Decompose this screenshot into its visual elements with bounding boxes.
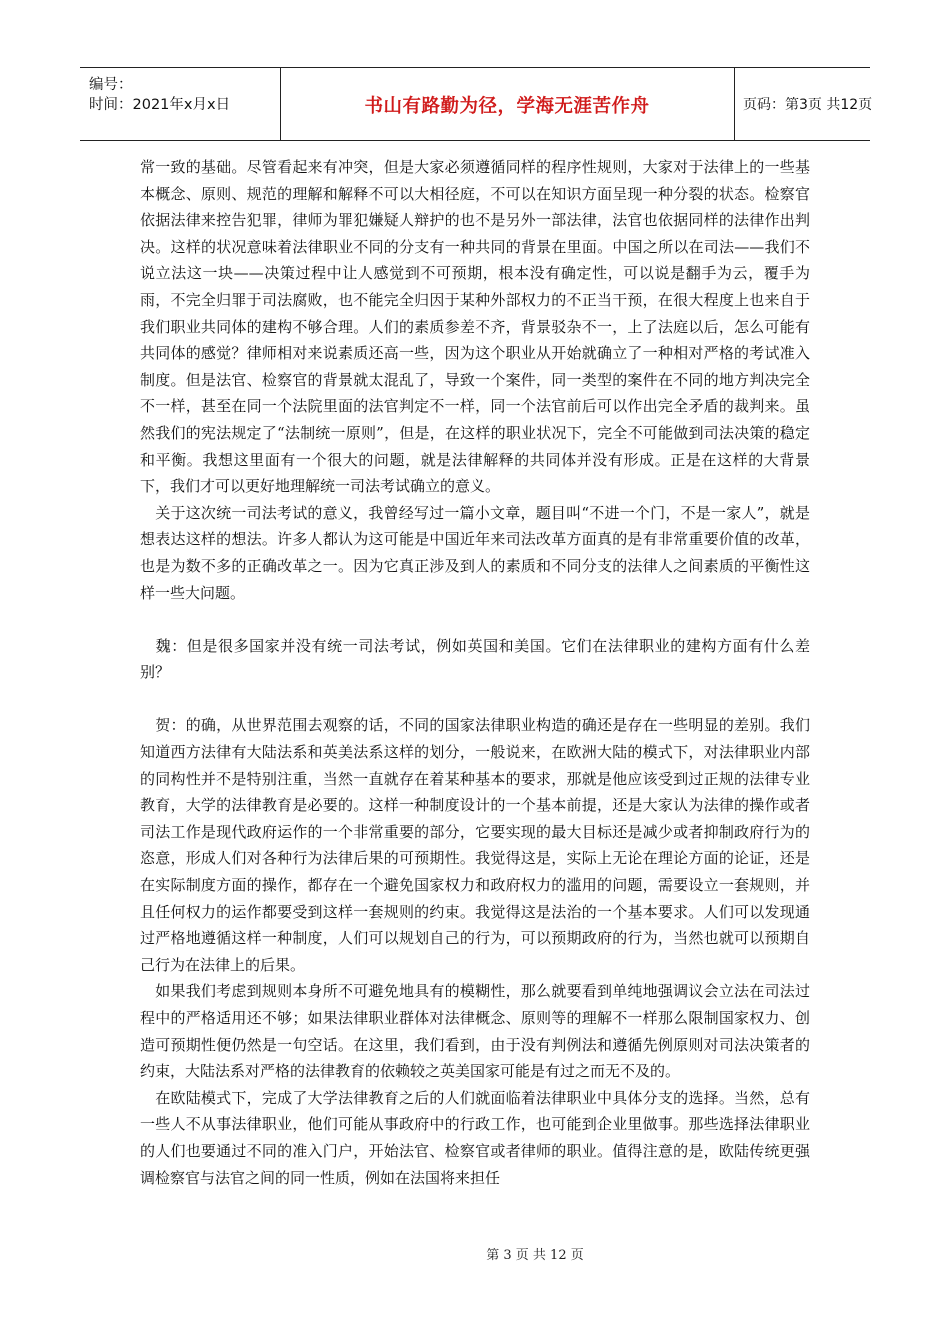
paragraph-4: 如果我们考虑到规则本身所不可避免地具有的模糊性，那么就要看到单纯地强调议会立法在司法过程中的严格适用还不够；如果法律职业群体对法律概念、原则等的理解不一样那么限制国家权力、创造可预期性便仍然是一句空话。在这里，我们看到，由于没有判例法和遵循先例原则对司法决策者的约束，大陆法系对严格的法律教育的依赖较之英美国家可能是有过之而无不及的。	[140, 982, 810, 1081]
header-motto-cell	[280, 68, 735, 140]
header-left-cell	[80, 68, 281, 140]
header-page-info: 页码：第3页 共12页	[743, 97, 873, 113]
document-body	[140, 154, 810, 1191]
footer-page-number: 第 3 页 共 12 页	[486, 1248, 584, 1263]
page-footer	[0, 1244, 950, 1263]
document-number-label: 编号：	[89, 77, 133, 93]
page-header	[80, 67, 873, 141]
paragraph-5: 在欧陆模式下，完成了大学法律教育之后的人们就面临着法律职业中具体分支的选择。当然，总有一些人不从事法律职业，他们可能从事政府中的行政工作，也可能到企业里做事。那些选择法律职业的人们也要通过不同的准入门户，开始法官、检察官或者律师的职业。值得注意的是，欧陆传统更强调检察官与法官之间的同一性质，例如在法国将来担任	[140, 1088, 810, 1187]
paragraph-1: 常一致的基础。尽管看起来有冲突，但是大家必须遵循同样的程序性规则，大家对于法律上的一些基本概念、原则、规范的理解和解释不可以大相径庭，不可以在知识方面呈现一种分裂的状态。检察官依据法律来控告犯罪，律师为罪犯嫌疑人辩护的也不是另外一部法律，法官也依据同样的法律作出判决。这样的状况意味着法律职业不同的分支有一种共同的背景在里面。中国之所以在司法——我们不说立法这一块——决策过程中让人感觉到不可预期，根本没有确定性，可以说是翻手为云，覆手为雨，不完全归罪于司法腐败，也不能完全归因于某种外部权力的不正当干预，在很大程度上也来自于我们职业共同体的建构不够合理。人们的素质参差不齐，背景驳杂不一，上了法庭以后，怎么可能有共同体的感觉？律师相对来说素质还高一些，因为这个职业从开始就确立了一种相对严格的考试准入制度。但是法官、检察官的背景就太混乱了，导致一个案件，同一类型的案件在不同的地方判决完全不一样，甚至在同一个法院里面的法官判定不一样，同一个法官前后可以作出完全矛盾的裁判来。虽然我们的宪法规定了“法制统一原则”，但是，在这样的职业状况下，完全不可能做到司法决策的稳定和平衡。我想这里面有一个很大的问题，就是法律解释的共同体并没有形成。正是在这样的大背景下，我们才可以更好地理解统一司法考试确立的意义。	[140, 158, 810, 496]
paragraph-2: 关于这次统一司法考试的意义，我曾经写过一篇小文章，题目叫“不进一个门，不是一家人”，就是想表达这样的想法。许多人都认为这可能是中国近年来司法改革方面真的是有非常重要价值的改革，也是为数不多的正确改革之一。因为它真正涉及到人的素质和不同分支的法律人之间素质的平衡性这样一些大问题。	[140, 503, 810, 602]
header-motto: 书山有路勤为径，学海无涯苦作舟	[364, 96, 650, 117]
document-date-label: 时间：2021年x月x日	[89, 97, 231, 113]
header-right-cell	[734, 68, 873, 140]
paragraph-answer: 贺：的确，从世界范围去观察的话，不同的国家法律职业构造的确还是存在一些明显的差别。我们知道西方法律有大陆法系和英美法系这样的划分，一般说来，在欧洲大陆的模式下，对法律职业内部的同构性并不是特别注重，当然一直就存在着某种基本的要求，那就是他应该受到过正规的法律专业教育，大学的法律教育是必要的。这样一种制度设计的一个基本前提，还是大家认为法律的操作或者司法工作是现代政府运作的一个非常重要的部分，它要实现的最大目标还是减少或者抑制政府行为的恣意，形成人们对各种行为法律后果的可预期性。我觉得这是，实际上无论在理论方面的论证，还是在实际制度方面的操作，都存在一个避免国家权力和政府权力的滥用的问题，需要设立一套规则，并且任何权力的运作都要受到这样一套规则的约束。我觉得这是法治的一个基本要求。人们可以发现通过严格地遵循这样一种制度，人们可以规划自己的行为，可以预期政府的行为，当然也就可以预期自己行为在法律上的后果。	[140, 716, 810, 974]
paragraph-question: 魏：但是很多国家并没有统一司法考试，例如英国和美国。它们在法律职业的建构方面有什么差别？	[140, 636, 810, 682]
paragraph-gap	[140, 606, 810, 633]
paragraph-gap	[140, 686, 810, 713]
